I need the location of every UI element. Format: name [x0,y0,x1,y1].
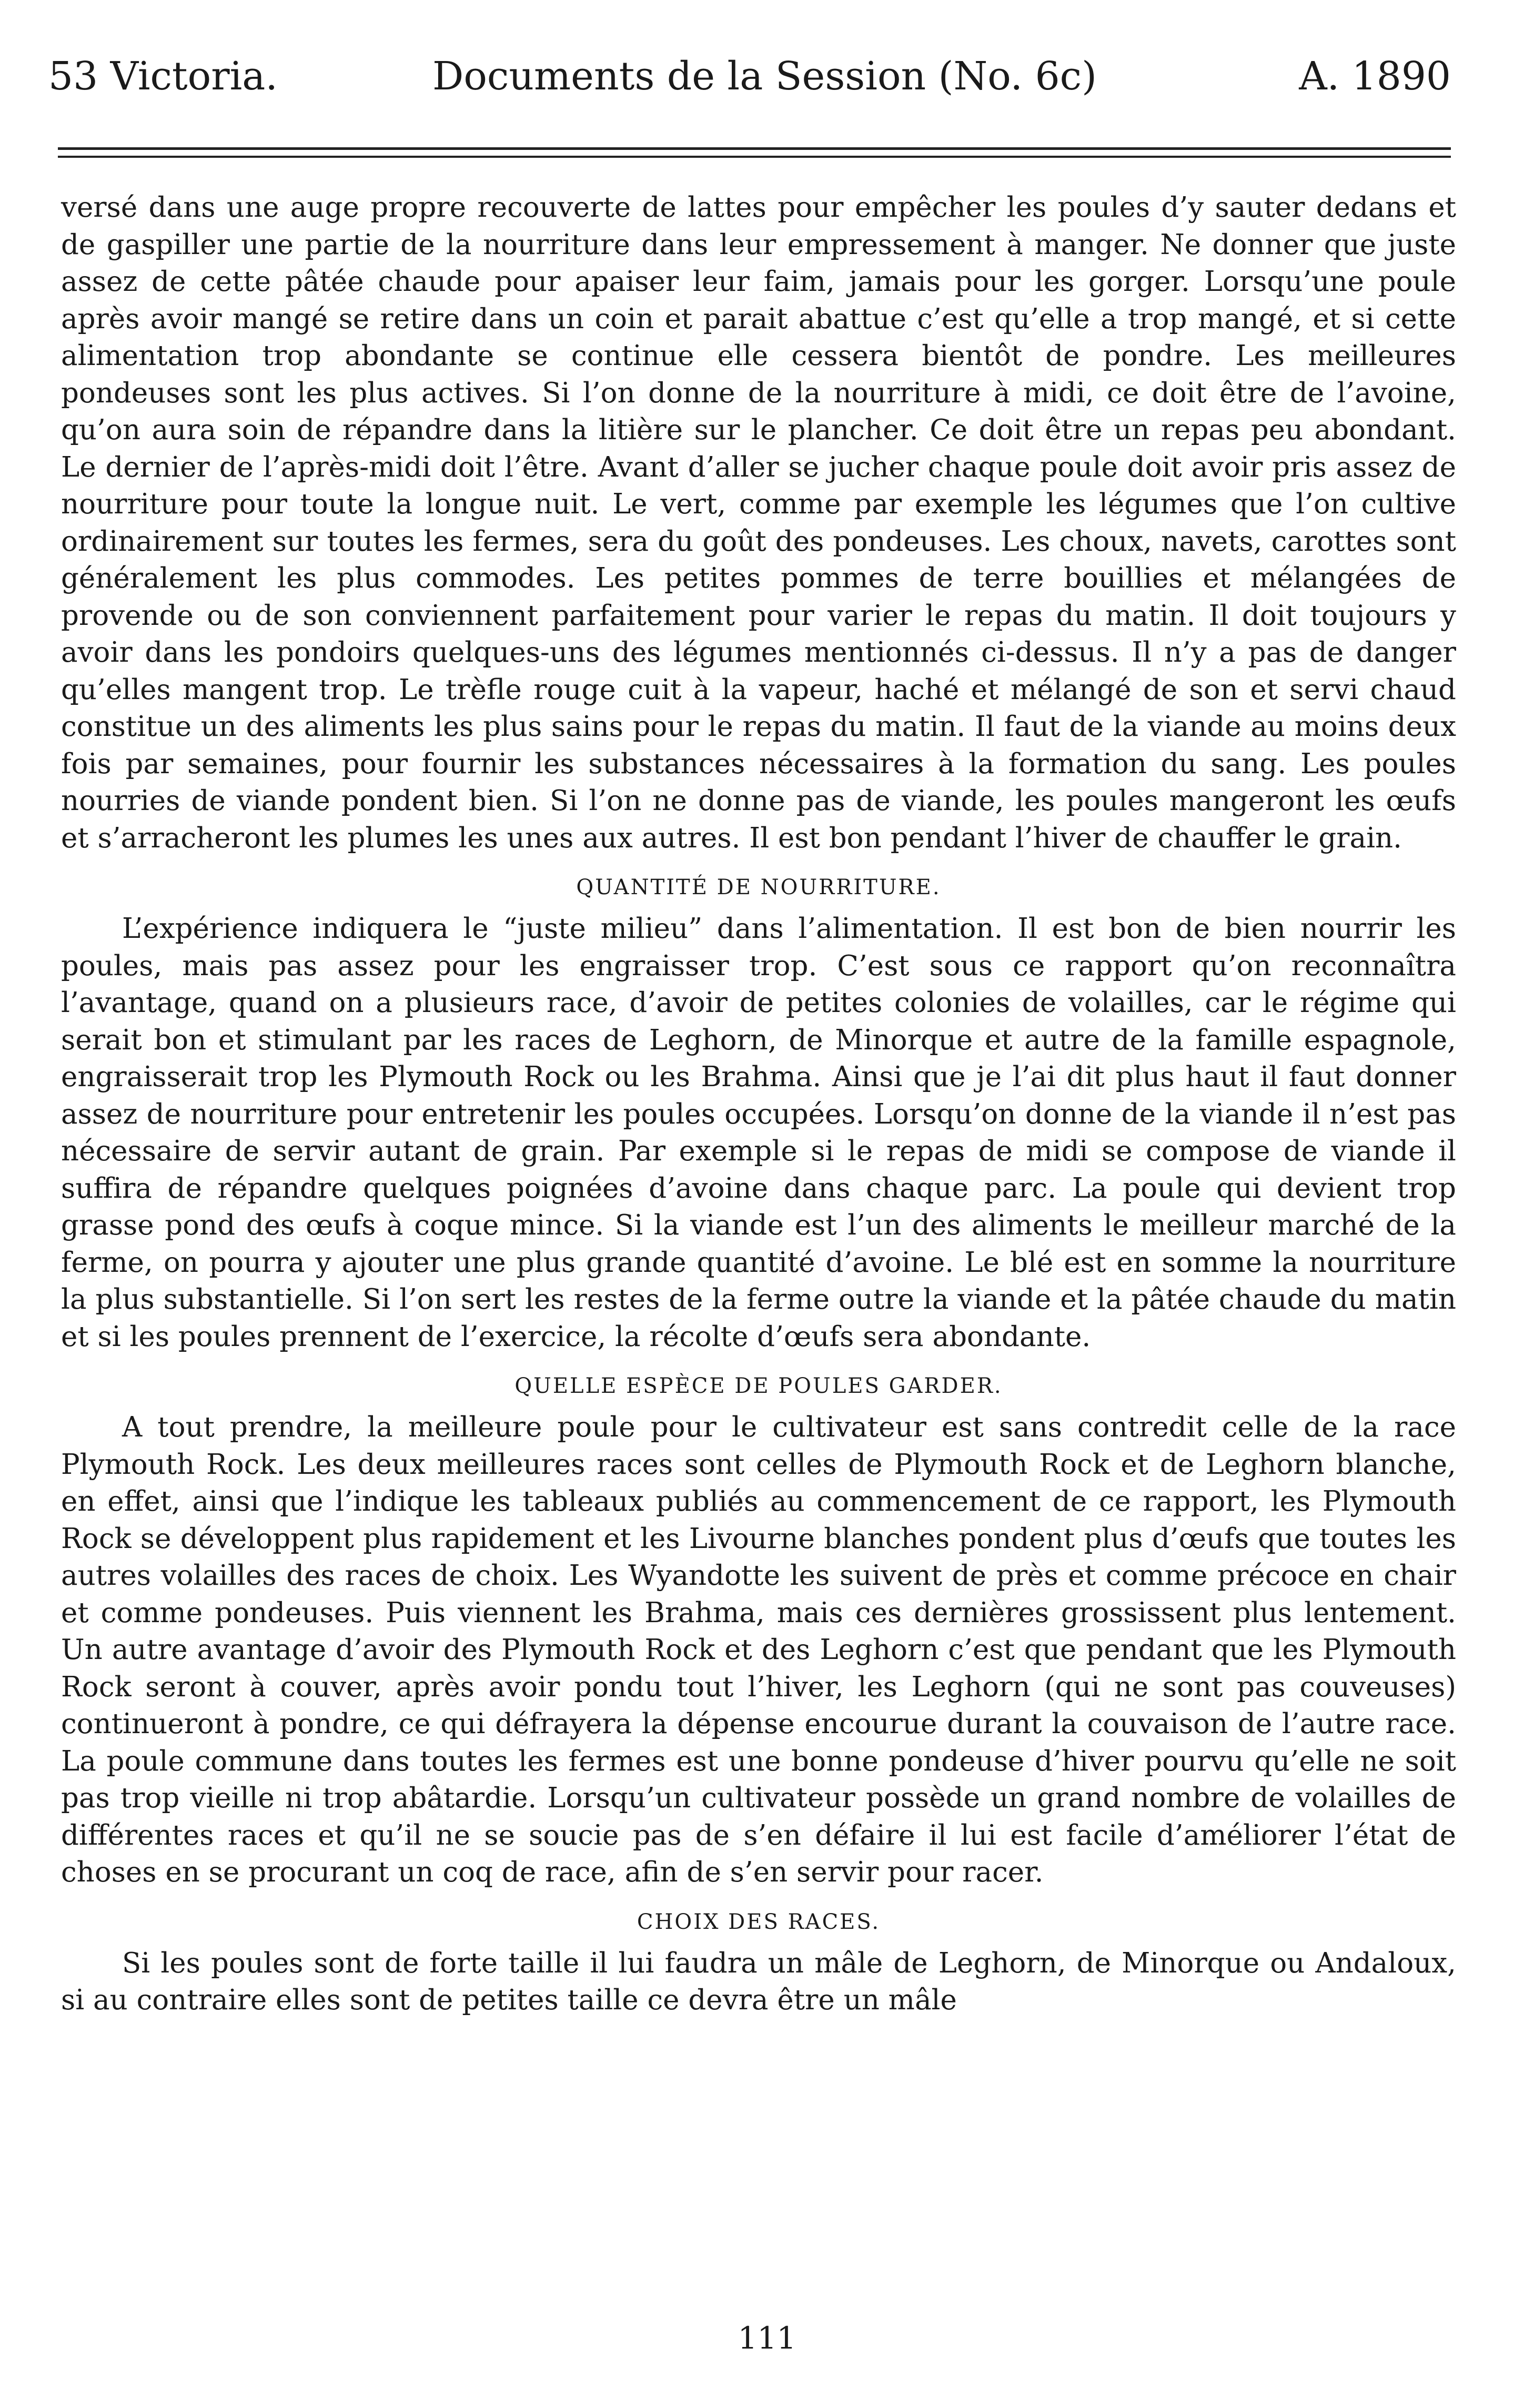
section-heading-espece: QUELLE ESPÈCE DE POULES GARDER. [514,1374,1003,1398]
header-rule-top [58,147,1451,150]
paragraph-quantite: L’expérience indiquera le “juste milieu” dans l’alimentation. Il est bon de bien nourrir les poules, mais pas assez pour les engraisser trop. C’est sous ce rapport qu’on reconnaîtra l’avantage, quand on a plusieurs race, d’avoir de petites colonies de volailles, car le régime qui serait bon et stimulant par les races de Leghorn, de Minorque et autre de la famille espagnole, engraisserait trop les Plymouth Rock ou les Brahma. Ainsi que je l’ai dit plus haut il faut donner assez de nourriture pour entretenir les poules occupées. Lorsqu’on donne de la viande il n’est pas nécessaire de servir autant de grain. Par exemple si le repas de midi se compose de viande il suffira de répandre quelques poignées d’avoine dans chaque parc. La poule qui devient trop grasse pond des œufs à coque mince. Si la viande est l’un des aliments le meilleur marché de la ferme, on pourra y ajouter une plus grande quantité d’avoine. Le blé est en somme la nourriture la plus substantielle. Si l’on sert les restes de la ferme outre la viande et la pâtée chaude du matin et si les poules prennent de l’exercice, la récolte d’œufs sera abondante. [61,913,1456,1353]
header-rule-bottom [58,156,1451,158]
body-text [61,189,1456,2019]
paragraph-choix: Si les poules sont de forte taille il lui faudra un mâle de Leghorn, de Minorque ou Andaloux, si au contraire elles sont de petites taille ce devra être un mâle [61,1947,1456,2016]
header-document-title: Documents de la Session (No. 6c) [432,54,1097,99]
header-session-year: 53 Victoria. [48,54,278,99]
page-number: 111 [738,2320,796,2356]
section-heading-quantite: QUANTITÉ DE NOURRITURE. [576,875,941,899]
header-year: A. 1890 [1299,54,1451,99]
paragraph-espece: A tout prendre, la meilleure poule pour le cultivateur est sans contredit celle de la race Plymouth Rock. Les deux meilleures races sont celles de Plymouth Rock et de Leghorn blanche, en effet, ainsi que l’indique les tableaux publiés au commencement de ce rapport, les Plymouth Rock se développent plus rapidement et les Livourne blanches pondent plus d’œufs que toutes les autres volailles des races de choix. Les Wyandotte les suivent de près et comme précoce en chair et comme pondeuses. Puis viennent les Brahma, mais ces dernières grossissent plus lentement. Un autre avantage d’avoir des Plymouth Rock et des Leghorn c’est que pendant que les Plymouth Rock seront à couver, après avoir pondu tout l’hiver, les Leghorn (qui ne sont pas couveuses) continueront à pondre, ce qui défrayera la dépense encourue durant la couvaison de l’autre race. La poule commune dans toutes les fermes est une bonne pondeuse d’hiver pourvu qu’elle ne soit pas trop vieille ni trop abâtardie. Lorsqu’un cultivateur possède un grand nombre de volailles de différentes races et qu’il ne se soucie pas de s’en défaire il lui est facile d’améliorer l’état de choses en se procurant un coq de race, afin de s’en servir pour racer. [61,1411,1456,1888]
paragraph-continued: versé dans une auge propre recouverte de lattes pour empêcher les poules d’y sauter dedans et de gaspiller une partie de la nourriture dans leur empressement à manger. Ne donner que juste assez de cette pâtée chaude pour apaiser leur faim, jamais pour les gorger. Lorsqu’une poule après avoir mangé se retire dans un coin et parait abattue c’est qu’elle a trop mangé, et si cette alimentation trop abondante se continue elle cessera bientôt de pondre. Les meilleures pondeuses sont les plus actives. Si l’on donne de la nourriture à midi, ce doit être de l’avoine, qu’on aura soin de répandre dans la litière sur le plancher. Ce doit être un repas peu abondant. Le dernier de l’après-midi doit l’être. Avant d’aller se jucher chaque poule doit avoir pris assez de nourriture pour toute la longue nuit. Le vert, comme par exemple les légumes que l’on cultive ordinairement sur toutes les fermes, sera du goût des pondeuses. Les choux, navets, carottes sont généralement les plus commodes. Les petites pommes de terre bouillies et mélangées de provende ou de son conviennent parfaitement pour varier le repas du matin. Il doit toujours y avoir dans les pondoirs quelques-uns des légumes mentionnés ci-dessus. Il n’y a pas de danger qu’elles mangent trop. Le trèfle rouge cuit à la vapeur, haché et mélangé de son et servi chaud constitue un des aliments les plus sains pour le repas du matin. Il faut de la viande au moins deux fois par semaines, pour fournir les substances nécessaires à la formation du sang. Les poules nourries de viande pondent bien. Si l’on ne donne pas de viande, les poules mangeront les œufs et s’arracheront les plumes les unes aux autres. Il est bon pendant l’hiver de chauffer le grain. [61,191,1456,854]
section-heading-choix: CHOIX DES RACES. [637,1909,881,1934]
running-header [48,47,1451,105]
